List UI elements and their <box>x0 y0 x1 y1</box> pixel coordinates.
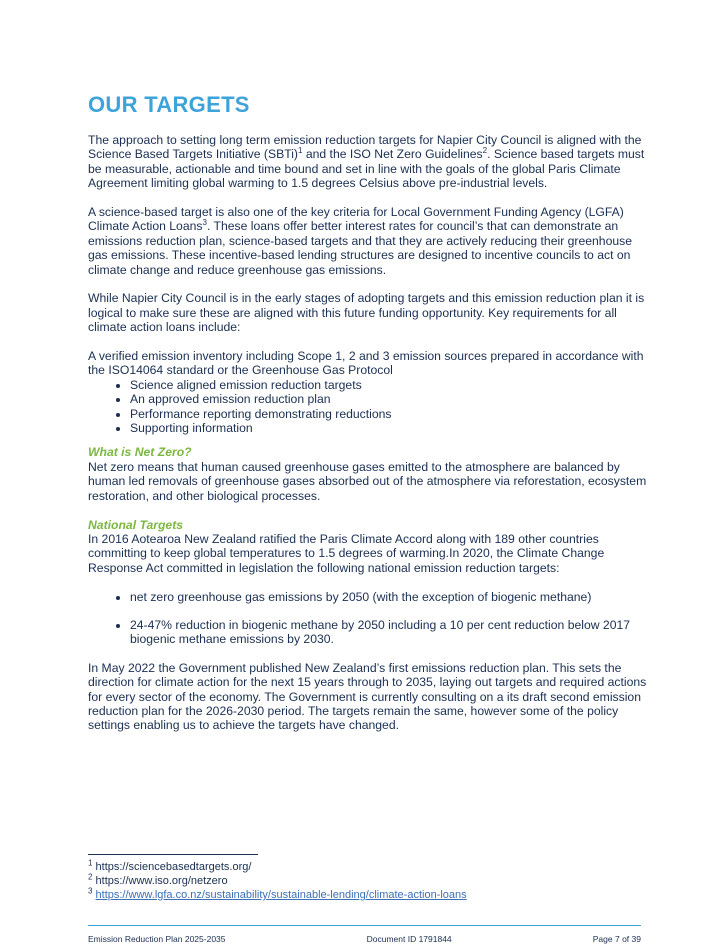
closing-paragraph: In May 2022 the Government published New Zealand’s first emissions reduction plan. This sets the direction for climate action for the next 15 years through to 2035, laying out targets and required actions for every sector of the economy. The Government is currently consulting on a its draft second emission reduction plan for the 2026-2030 period. The targets remain the same, however some of the policy settings enabling us to achieve the targets have changed. <box>88 660 647 733</box>
page-footer <box>88 934 641 944</box>
footnote-ref-1: 1 <box>298 146 303 156</box>
list-item: • 24-47% reduction in biogenic methane by 2050 including a 10 per cent reduction below 2017 biogenic methane emissions by 2030. <box>130 618 653 647</box>
footer-doc-title: Emission Reduction Plan 2025-2035 <box>88 934 226 944</box>
footer-doc-id: Document ID 1791844 <box>366 934 452 944</box>
footnotes <box>88 860 467 902</box>
text-span: . Science based targets must be measurable, actionable and time bound and set in line with the goals of the global Paris Climate Agreement limiting global warming to 1.5 degrees Celsius above pre-industrial levels. <box>88 147 645 191</box>
net-zero-section <box>88 445 653 503</box>
net-zero-text: Net zero means that human caused greenhouse gases emitted to the atmosphere are balanced by human led removals of greenhouse gases absorbed out of the atmosphere via reforestation, ecosystem restoration, and other biological processes. <box>88 459 647 503</box>
footnote-text: https://sciencebasedtargets.org/ <box>95 861 252 873</box>
footnote-1 <box>88 860 467 874</box>
national-targets-heading: National Targets <box>88 517 184 532</box>
footnote-text: https://www.iso.org/netzero <box>95 875 228 887</box>
footnote-ref-2: 2 <box>482 146 488 156</box>
footnote-ref-3: 3 <box>202 218 207 228</box>
funding-paragraph: While Napier City Council is in the early stages of adopting targets and this emission reduction plan it is logical to make sure these are aligned with this future funding opportunity. Key requirements for all climate action loans include: <box>88 291 645 335</box>
footer-divider <box>88 925 641 926</box>
page-title: OUR TARGETS <box>88 92 250 117</box>
national-targets-list <box>88 590 653 647</box>
footnote-number: 2 <box>88 872 93 882</box>
intro-paragraph <box>88 133 653 191</box>
footnote-2 <box>88 874 467 888</box>
lgfa-paragraph <box>88 205 653 277</box>
footer-page-number: Page 7 of 39 <box>592 934 641 944</box>
body-text <box>88 133 653 747</box>
list-item: • net zero greenhouse gas emissions by 2050 (with the exception of biogenic methane) <box>130 590 653 604</box>
text-span: The approach to setting long term emission reduction targets for Napier City Council is aligned with the Science Based Targets Initiative (SBTi) <box>88 133 642 162</box>
list-item: • An approved emission reduction plan <box>130 392 653 406</box>
footnote-3 <box>88 888 467 902</box>
national-targets-text: In 2016 Aotearoa New Zealand ratified the Paris Climate Accord along with 189 other countries committing to keep global temperatures to 1.5 degrees of warming.In 2020, the Climate Change Response Act committed in legislation the following national emission reduction targets: <box>88 531 605 575</box>
inventory-paragraph: A verified emission inventory including Scope 1, 2 and 3 emission sources prepared in accordance with the ISO14064 standard or the Greenhouse Gas Protocol <box>88 349 644 378</box>
list-item: • Science aligned emission reduction targets <box>130 378 653 392</box>
list-item: • Performance reporting demonstrating reductions <box>130 407 653 421</box>
national-targets-section <box>88 518 653 733</box>
footnote-number: 3 <box>88 886 93 896</box>
text-span: and the ISO Net Zero Guidelines <box>302 147 483 162</box>
list-item: • Supporting information <box>130 421 653 435</box>
text-span: . These loans offer better interest rates for council’s that can demonstrate an emissions reduction plan, science-based targets and that they are actively reducing their greenhouse gas emissions. These incentive-based lending structures are designed to incentive councils to act on climate change and reduce greenhouse gas emissions. <box>88 219 633 277</box>
text-span: A science-based target is also one of the key criteria for Local Government Funding Agency (LGFA) Climate Action Loans <box>88 205 624 234</box>
footnote-divider <box>88 854 258 855</box>
footnote-number: 1 <box>88 858 93 868</box>
net-zero-heading: What is Net Zero? <box>88 445 192 460</box>
requirements-list <box>88 378 653 436</box>
footnote-link[interactable]: https://www.lgfa.co.nz/sustainability/sustainable-lending/climate-action-loans <box>95 889 467 901</box>
